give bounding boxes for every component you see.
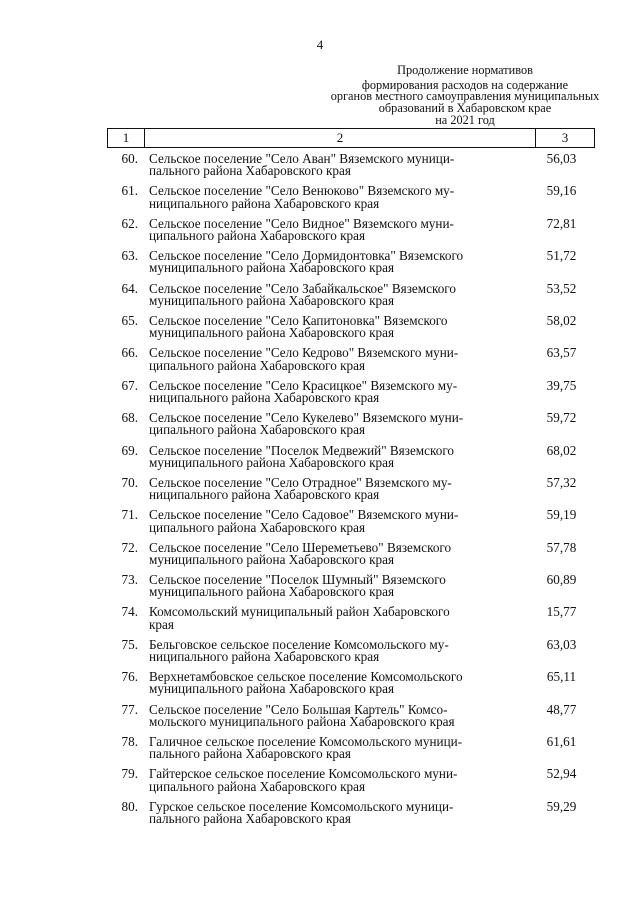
row-name xyxy=(144,148,534,180)
row-name-line: Сельское поселение "Село Забайкальское" Вяземского xyxy=(149,280,456,296)
row-name-line: Сельское поселение "Село Кедрово" Вяземского муни- xyxy=(149,345,459,361)
row-name xyxy=(144,342,534,374)
row-name xyxy=(144,731,534,763)
row-name-line: ципального района Хабаровского края xyxy=(149,778,366,794)
row-number: 60. xyxy=(121,151,138,166)
row-value: 60,89 xyxy=(546,572,577,588)
caption-line: органов местного самоуправления муниципальных xyxy=(330,89,600,104)
row-value: 39,75 xyxy=(546,377,577,393)
row-number: 72. xyxy=(121,539,138,555)
row-name-line: ципального района Хабаровского края xyxy=(149,357,366,373)
column-header-value: 3 xyxy=(561,130,569,145)
row-number: 71. xyxy=(121,507,138,523)
row-name-line: муниципального района Хабаровского края xyxy=(149,325,395,341)
table-row xyxy=(107,213,595,245)
row-value: 65,11 xyxy=(546,669,577,685)
table-row xyxy=(107,440,595,472)
caption-line: на 2021 год xyxy=(435,112,495,127)
row-value: 57,32 xyxy=(546,474,577,490)
row-value: 59,19 xyxy=(546,507,577,523)
table-header-row xyxy=(107,128,595,148)
table-row xyxy=(107,537,595,569)
row-name-line: Сельское поселение "Село Шереметьево" Вяземского xyxy=(149,539,452,555)
row-value: 72,81 xyxy=(546,215,577,231)
row-value: 59,16 xyxy=(546,183,577,199)
row-number: 80. xyxy=(121,798,138,814)
row-number: 70. xyxy=(121,474,138,490)
row-name xyxy=(144,472,534,504)
row-number: 74. xyxy=(121,604,138,620)
row-name xyxy=(144,180,534,212)
table-row xyxy=(107,375,595,407)
row-name xyxy=(144,699,534,731)
row-number: 77. xyxy=(121,701,138,717)
table-row xyxy=(107,342,595,374)
row-name-line: Комсомольский муниципальный район Хабаровского xyxy=(149,604,450,620)
row-name xyxy=(144,666,534,698)
row-value: 63,03 xyxy=(546,636,577,652)
row-name-line: ниципального района Хабаровского края xyxy=(149,389,380,405)
row-value: 48,77 xyxy=(546,701,577,717)
table-body xyxy=(107,148,595,828)
row-number: 61. xyxy=(121,183,138,199)
norms-table xyxy=(107,128,595,828)
table-row xyxy=(107,310,595,342)
row-name xyxy=(144,537,534,569)
row-name-line: пального района Хабаровского края xyxy=(149,746,351,762)
table-row xyxy=(107,666,595,698)
row-name-line: края xyxy=(149,616,174,632)
row-name-line: муниципального района Хабаровского края xyxy=(149,551,395,567)
row-name-line: Сельское поселение "Село Капитоновка" Вяземского xyxy=(149,312,448,328)
row-number: 65. xyxy=(121,312,138,328)
row-name xyxy=(144,407,534,439)
row-name-line: Сельское поселение "Село Красицкое" Вяземского му- xyxy=(149,377,458,393)
caption-line: Продолжение нормативов xyxy=(397,63,533,77)
row-name-line: Сельское поселение "Село Дормидонтовка" Вяземского xyxy=(149,248,464,264)
row-value: 52,94 xyxy=(546,766,577,782)
row-name-line: Сельское поселение "Поселок Медвежий" Вяземского xyxy=(149,442,454,458)
page-number: 4 xyxy=(316,37,324,52)
row-name-line: пального района Хабаровского края xyxy=(149,811,351,827)
row-name-line: Галичное сельское поселение Комсомольского муници- xyxy=(149,734,463,750)
row-value: 53,52 xyxy=(546,280,577,296)
row-number: 73. xyxy=(121,572,138,588)
row-value: 56,03 xyxy=(546,151,577,166)
row-name xyxy=(144,763,534,795)
row-name xyxy=(144,375,534,407)
table-row xyxy=(107,472,595,504)
row-number: 75. xyxy=(121,636,138,652)
caption-line: формирования расходов на содержание xyxy=(361,77,569,92)
row-name xyxy=(144,245,534,277)
row-name-line: муниципального района Хабаровского края xyxy=(149,454,395,470)
row-number: 79. xyxy=(121,766,138,782)
row-name-line: Сельское поселение "Село Видное" Вяземского муни- xyxy=(149,215,454,231)
row-name-line: ципального района Хабаровского края xyxy=(149,422,366,438)
row-number: 62. xyxy=(121,215,138,231)
row-name-line: Гурское сельское поселение Комсомольского муници- xyxy=(149,798,454,814)
table-row xyxy=(107,569,595,601)
row-value: 59,29 xyxy=(546,798,577,814)
table-row xyxy=(107,148,595,180)
table-row xyxy=(107,763,595,795)
row-name-line: Сельское поселение "Село Отрадное" Вяземского му- xyxy=(149,474,452,490)
row-name xyxy=(144,310,534,342)
table-row xyxy=(107,699,595,731)
caption-line: образований в Хабаровском крае xyxy=(378,101,552,116)
row-number: 66. xyxy=(121,345,138,361)
column-header-number: 1 xyxy=(108,129,145,147)
row-name-line: Сельское поселение "Село Садовое" Вяземского муни- xyxy=(149,507,459,523)
row-number: 67. xyxy=(121,377,138,393)
row-name xyxy=(144,601,534,633)
row-number: 76. xyxy=(121,669,138,685)
row-name-line: ципального района Хабаровского края xyxy=(149,519,366,535)
row-value: 58,02 xyxy=(546,312,577,328)
row-name-line: Верхнетамбовское сельское поселение Комсомольского xyxy=(149,669,463,685)
row-name xyxy=(144,504,534,536)
row-value: 63,57 xyxy=(546,345,577,361)
table-caption xyxy=(300,65,630,127)
row-value: 57,78 xyxy=(546,539,577,555)
row-name-line: ниципального района Хабаровского края xyxy=(149,195,380,211)
table-row xyxy=(107,601,595,633)
table-row xyxy=(107,245,595,277)
row-value: 51,72 xyxy=(546,248,577,264)
row-name-line: Сельское поселение "Поселок Шумный" Вяземского xyxy=(149,572,446,588)
row-number: 64. xyxy=(121,280,138,296)
row-name-line: Сельское поселение "Село Кукелево" Вяземского муни- xyxy=(149,410,464,426)
table-row xyxy=(107,504,595,536)
row-name-line: муниципального района Хабаровского края xyxy=(149,260,395,276)
table-row xyxy=(107,796,595,828)
row-number: 68. xyxy=(121,410,138,426)
row-name-line: Сельское поселение "Село Венюково" Вяземского му- xyxy=(149,183,455,199)
table-row xyxy=(107,407,595,439)
table-row xyxy=(107,731,595,763)
row-name-line: муниципального района Хабаровского края xyxy=(149,584,395,600)
row-name-line: ниципального района Хабаровского края xyxy=(149,487,380,503)
row-number: 78. xyxy=(121,734,138,750)
row-value: 15,77 xyxy=(546,604,577,620)
row-name xyxy=(144,278,534,310)
row-name xyxy=(144,634,534,666)
table-row xyxy=(107,634,595,666)
row-name-line: Бельговское сельское поселение Комсомольского му- xyxy=(149,636,449,652)
row-name-line: Сельское поселение "Село Аван" Вяземского муници- xyxy=(149,151,455,166)
row-value: 61,61 xyxy=(546,734,577,750)
row-name xyxy=(144,569,534,601)
row-name xyxy=(144,440,534,472)
row-name-line: Гайтерское сельское поселение Комсомольского муни- xyxy=(149,766,458,782)
row-number: 63. xyxy=(121,248,138,264)
row-name-line: муниципального района Хабаровского края xyxy=(149,292,395,308)
row-name xyxy=(144,796,534,828)
column-header-name: 2 xyxy=(145,129,536,147)
table-row xyxy=(107,278,595,310)
row-name-line: мольского муниципального района Хабаровского края xyxy=(149,713,455,729)
row-value: 59,72 xyxy=(546,410,577,426)
row-name-line: пального района Хабаровского края xyxy=(149,163,351,179)
row-name-line: Сельское поселение "Село Большая Картель" Комсо- xyxy=(149,701,448,717)
table-row xyxy=(107,180,595,212)
row-value: 68,02 xyxy=(546,442,577,458)
row-name xyxy=(144,213,534,245)
row-name-line: муниципального района Хабаровского края xyxy=(149,681,395,697)
row-name-line: ципального района Хабаровского края xyxy=(149,227,366,243)
row-number: 69. xyxy=(121,442,138,458)
row-name-line: ниципального района Хабаровского края xyxy=(149,649,380,665)
